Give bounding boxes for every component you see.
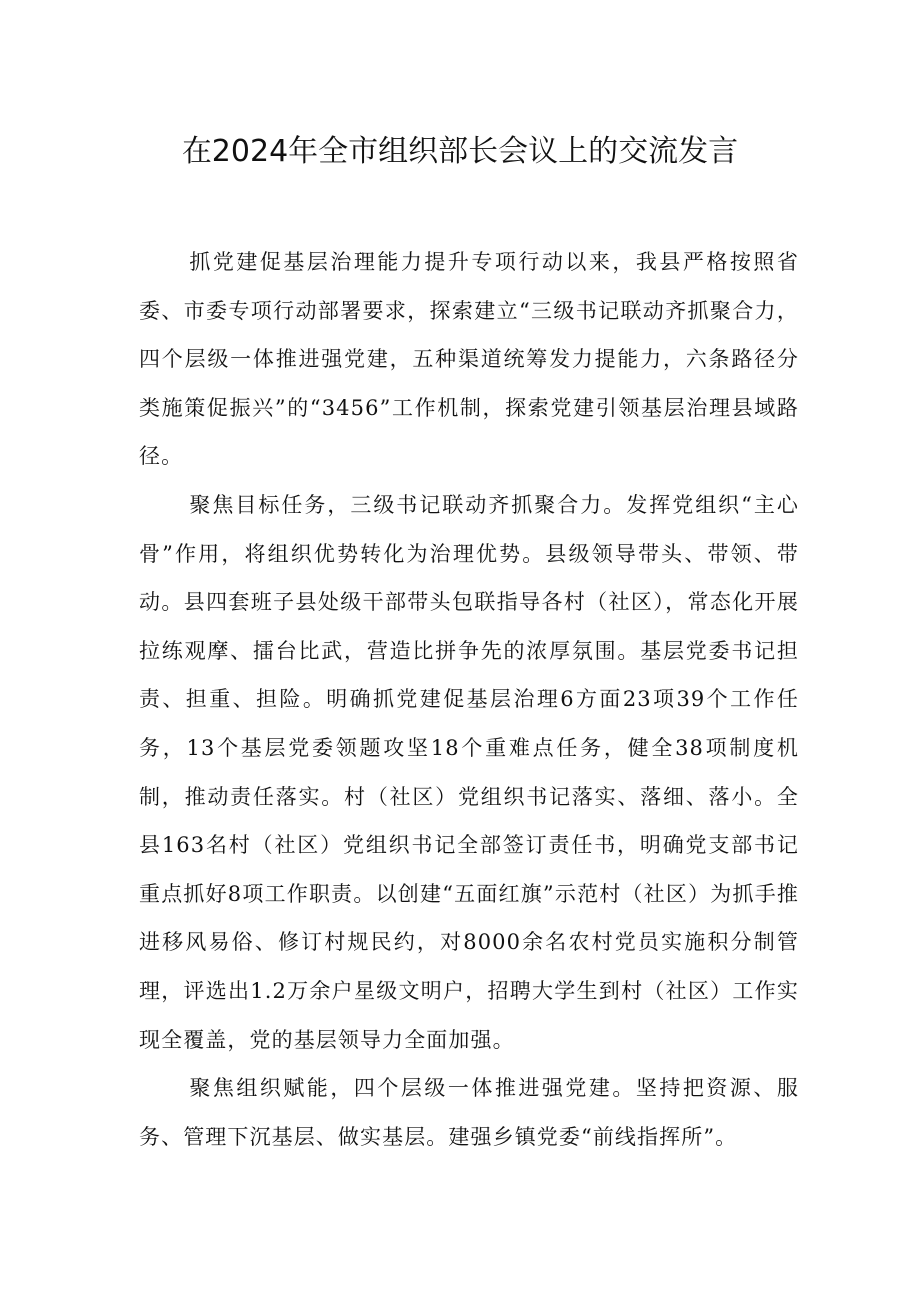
document-title: 在2024年全市组织部长会议上的交流发言 xyxy=(181,134,739,169)
document-body xyxy=(139,238,799,1161)
paragraph-section-2: 聚焦组织赋能，四个层级一体推进强党建。坚持把资源、服务、管理下沉基层、做实基层。建强乡镇党委“前线指挥所”。 xyxy=(139,1076,799,1149)
paragraph-section-1: 聚焦目标任务，三级书记联动齐抓聚合力。发挥党组织“主心骨”作用，将组织优势转化为治理优势。县级领导带头、带领、带动。县四套班子县处级干部带头包联指导各村（社区），常态化开展拉练观摩、擂台比武，营造比拼争先的浓厚氛围。基层党委书记担责、担重、担险。明确抓党建促基层治理6方面23项39个工作任务，13个基层党委领题攻坚18个重难点任务，健全38项制度机制，推动责任落实。村（社区）党组织书记落实、落细、落小。全县163名村（社区）党组织书记全部签订责任书，明确党支部书记重点抓好8项工作职责。以创建“五面红旗”示范村（社区）为抓手推进移风易俗、修订村规民约，对8000余名农村党员实施积分制管理，评选出1.2万余户星级文明户，招聘大学生到村（社区）工作实现全覆盖，党的基层领导力全面加强。 xyxy=(139,492,799,1052)
paragraph-intro: 抓党建促基层治理能力提升专项行动以来，我县严格按照省委、市委专项行动部署要求，探索建立“三级书记联动齐抓聚合力，四个层级一体推进强党建，五种渠道统筹发力提能力，六条路径分类施策促振兴”的“3456”工作机制，探索党建引领基层治理县域路径。 xyxy=(139,250,799,469)
